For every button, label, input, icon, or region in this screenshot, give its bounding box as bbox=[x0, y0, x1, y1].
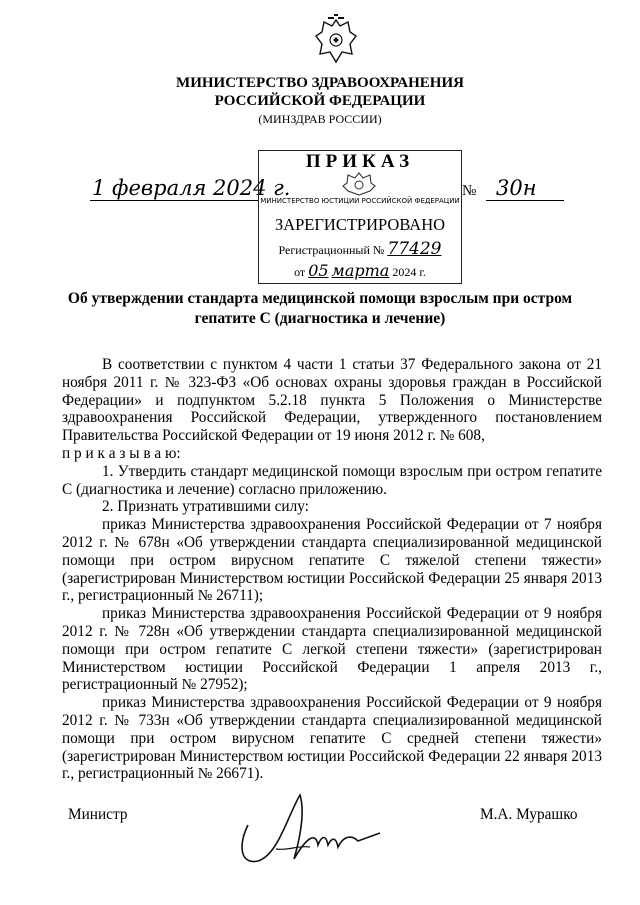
order-date-underline bbox=[90, 200, 258, 201]
signatory-name: М.А. Мурашко bbox=[480, 806, 578, 823]
repealed-order-728n: приказ Министерства здравоохранения Российской Федерации от 9 ноября 2012 г. № 728н «Об утверждении стандарта специализированной медицинской помощи при остром гепатите С легкой степени тяжести» (зарегистрирован Министерством юстиции Российской Федерации 1 апреля 2013 г., регистрационный № 27952); bbox=[62, 605, 602, 694]
stamp-date-line bbox=[259, 261, 461, 280]
handwritten-signature bbox=[228, 775, 388, 875]
order-number: 30н bbox=[496, 176, 537, 200]
order-number-underline bbox=[486, 200, 564, 201]
stamp-registration-line bbox=[259, 239, 461, 259]
order-word: ПРИКАЗ bbox=[305, 151, 415, 172]
order-directive: п р и к а з ы в а ю: bbox=[62, 444, 181, 462]
stamp-reg-year: 2024 г. bbox=[392, 265, 426, 279]
ministry-short-name: (МИНЗДРАВ РОССИИ) bbox=[258, 112, 382, 126]
stamp-emblem bbox=[342, 171, 376, 197]
ministry-name-line2: РОССИЙСКОЙ ФЕДЕРАЦИИ bbox=[214, 93, 426, 109]
stamp-registered: ЗАРЕГИСТРИРОВАНО bbox=[274, 215, 446, 234]
document-title: Об утверждении стандарта медицинской помощи взрослым при остром гепатите С (диагностика и лечение) bbox=[67, 290, 573, 327]
document-body bbox=[62, 356, 602, 783]
order-date: 1 февраля 2024 г. bbox=[92, 176, 291, 200]
repealed-order-733n: приказ Министерства здравоохранения Российской Федерации от 9 ноября 2012 г. № 733н «Об утверждении стандарта специализированной медицинской помощи при остром вирусном гепатите С средней степени тяжести» (зарегистрирован Министерством юстиции Российской Федерации 22 января 2013 г., регистрационный № 26671). bbox=[62, 694, 602, 783]
coat-of-arms-emblem bbox=[314, 14, 358, 66]
stamp-reg-day: 05 bbox=[308, 261, 329, 280]
signatory-position: Министр bbox=[68, 806, 128, 823]
registration-stamp bbox=[258, 150, 462, 284]
order-number-label: № bbox=[462, 183, 477, 199]
clause-2: 2. Признать утратившими силу: bbox=[102, 498, 309, 516]
stamp-from-label: от bbox=[294, 265, 306, 279]
ministry-name-line1: МИНИСТЕРСТВО ЗДРАВООХРАНЕНИЯ bbox=[176, 75, 464, 91]
repealed-order-678n: приказ Министерства здравоохранения Российской Федерации от 7 ноября 2012 г. № 678н «Об утверждении стандарта специализированной медицинской помощи при остром вирусном гепатите С тяжелой степени тяжести» (зарегистрирован Министерством юстиции Российской Федерации 25 января 2013 г., регистрационный № 26711); bbox=[62, 516, 602, 605]
preamble-paragraph: В соответствии с пунктом 4 части 1 статьи 37 Федерального закона от 21 ноября 2011 г. № 323-ФЗ «Об основах охраны здоровья граждан в Российской Федерации» и подпунктом 5.2.18 пункта 5 Положения о Министерстве здравоохранения Российской Федерации, утвержденного постановлением Правительства Российской Федерации от 19 июня 2012 г. № 608, bbox=[62, 356, 602, 445]
stamp-reg-month: марта bbox=[331, 261, 390, 280]
stamp-ministry-of-justice: МИНИСТЕРСТВО ЮСТИЦИИ РОССИЙСКОЙ ФЕДЕРАЦИИ bbox=[260, 197, 460, 205]
stamp-reg-label: Регистрационный № bbox=[278, 243, 385, 257]
stamp-reg-number: 77429 bbox=[387, 239, 442, 259]
clause-1: 1. Утвердить стандарт медицинской помощи взрослым при остром гепатите С (диагностика и лечение) согласно приложению. bbox=[62, 462, 602, 498]
